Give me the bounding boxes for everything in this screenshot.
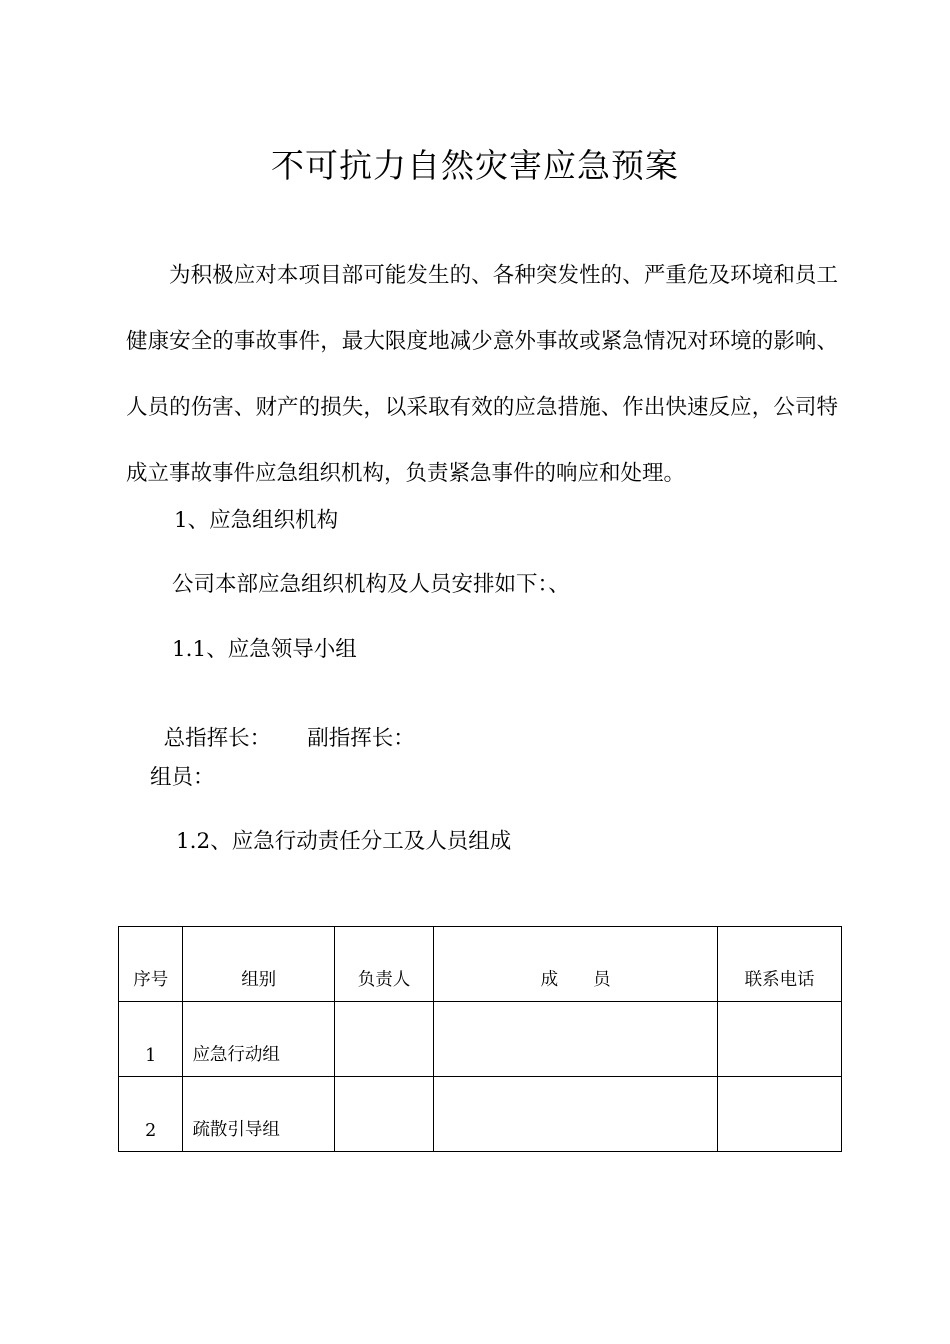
row-group-cell: 应急行动组 bbox=[183, 1002, 335, 1077]
table-header-row bbox=[119, 927, 842, 1002]
header-cell-phone: 联系电话 bbox=[718, 927, 842, 1002]
intro-paragraph: 为积极应对本项目部可能发生的、各种突发性的、严重危及环境和员工健康安全的事故事件，最大限度地减少意外事故或紧急情况对环境的影响、人员的伤害、财产的损失，以采取有效的应急措施、作出快速反应，公司特成立事故事件应急组织机构，负责紧急事件的响应和处理。 bbox=[126, 263, 838, 486]
responsibility-table bbox=[118, 926, 842, 1152]
section-1-heading: 1、应急组织机构 bbox=[174, 508, 339, 533]
row-group-cell: 疏散引导组 bbox=[183, 1077, 335, 1152]
header-cell-leader: 负责人 bbox=[334, 927, 433, 1002]
row-leader-cell bbox=[334, 1002, 433, 1077]
row-members-cell bbox=[433, 1077, 717, 1152]
row-phone-cell bbox=[718, 1077, 842, 1152]
row-number-cell: 2 bbox=[119, 1077, 183, 1152]
table-row bbox=[119, 1002, 842, 1077]
row-leader-cell bbox=[334, 1077, 433, 1152]
table-row bbox=[119, 1077, 842, 1152]
section-1-intro: 公司本部应急组织机构及人员安排如下：、 bbox=[172, 572, 570, 597]
section-1-1-heading: 1.1、应急领导小组 bbox=[172, 637, 357, 662]
row-members-cell bbox=[433, 1002, 717, 1077]
leader-roles-line bbox=[150, 696, 415, 752]
members-label: 组员： bbox=[150, 765, 215, 790]
document-title: 不可抗力自然灾害应急预案 bbox=[271, 146, 679, 185]
header-cell-group: 组别 bbox=[183, 927, 335, 1002]
header-cell-members: 成 员 bbox=[433, 927, 717, 1002]
header-cell-number: 序号 bbox=[119, 927, 183, 1002]
commander-label: 总指挥长： bbox=[163, 726, 272, 751]
deputy-commander-label: 副指挥长： bbox=[307, 726, 415, 751]
row-phone-cell bbox=[718, 1002, 842, 1077]
section-1-2-heading: 1.2、应急行动责任分工及人员组成 bbox=[176, 829, 512, 854]
row-number-cell: 1 bbox=[119, 1002, 183, 1077]
